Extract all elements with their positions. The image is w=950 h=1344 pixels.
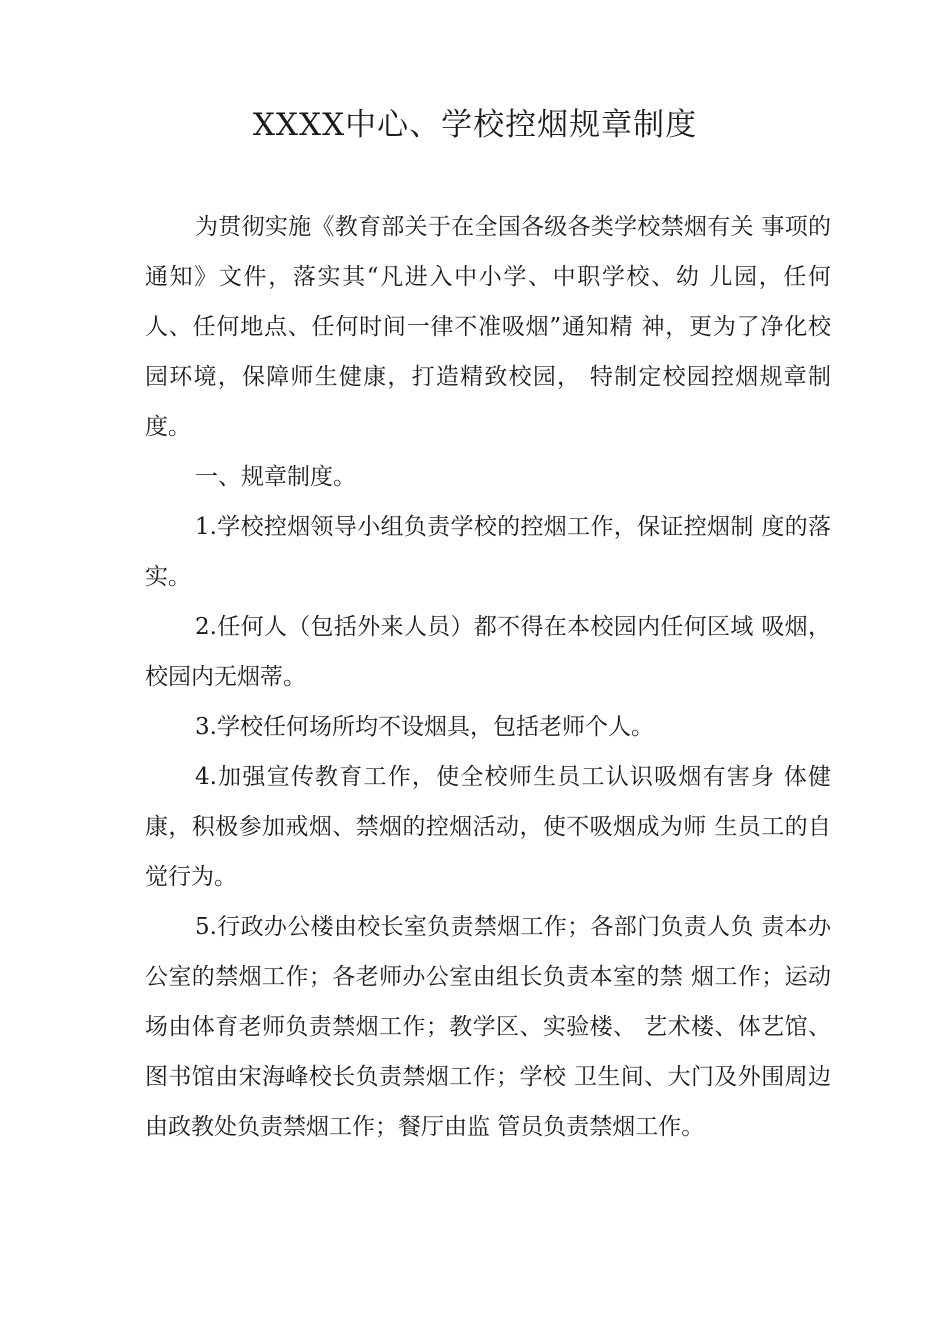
rule-item-5: 5.行政办公楼由校长室负责禁烟工作；各部门负责人负 责本办公室的禁烟工作；各老师办公室由组长负责本室的禁 烟工作；运动场由体育老师负责禁烟工作；教学区、实验楼、 艺术楼、体艺馆、图书馆由宋海峰校长负责禁烟工作；学校 卫生间、大门及外围周边由政教处负责禁烟工作；餐厅由监 管员负责禁烟工作。: [145, 914, 831, 1140]
rule-item-4: 4.加强宣传教育工作，使全校师生员工认识吸烟有害身 体健康，积极参加戒烟、禁烟的控烟活动，使不吸烟成为师 生员工的自觉行为。: [145, 764, 831, 890]
document-body: [145, 202, 831, 1152]
rule-item-2: 2.任何人（包括外来人员）都不得在本校园内任何区域 吸烟，校园内无烟蒂。: [145, 614, 831, 690]
rule-item-3: 3.学校任何场所均不设烟具，包括老师个人。: [195, 714, 654, 740]
paragraph-intro: 为贯彻实施《教育部关于在全国各级各类学校禁烟有关 事项的通知》文件，落实其“凡进入中小学、中职学校、幼 儿园，任何人、任何地点、任何时间一律不准吸烟”通知精 神，更为了净化校园环境，保障师生健康，打造精致校园， 特制定校园控烟规章制度。: [145, 214, 831, 440]
rule-item-1: 1.学校控烟领导小组负责学校的控烟工作，保证控烟制 度的落实。: [145, 514, 831, 590]
document-title: XXXX中心、学校控烟规章制度: [252, 107, 698, 143]
section-heading-rules: 一、规章制度。: [195, 464, 356, 490]
